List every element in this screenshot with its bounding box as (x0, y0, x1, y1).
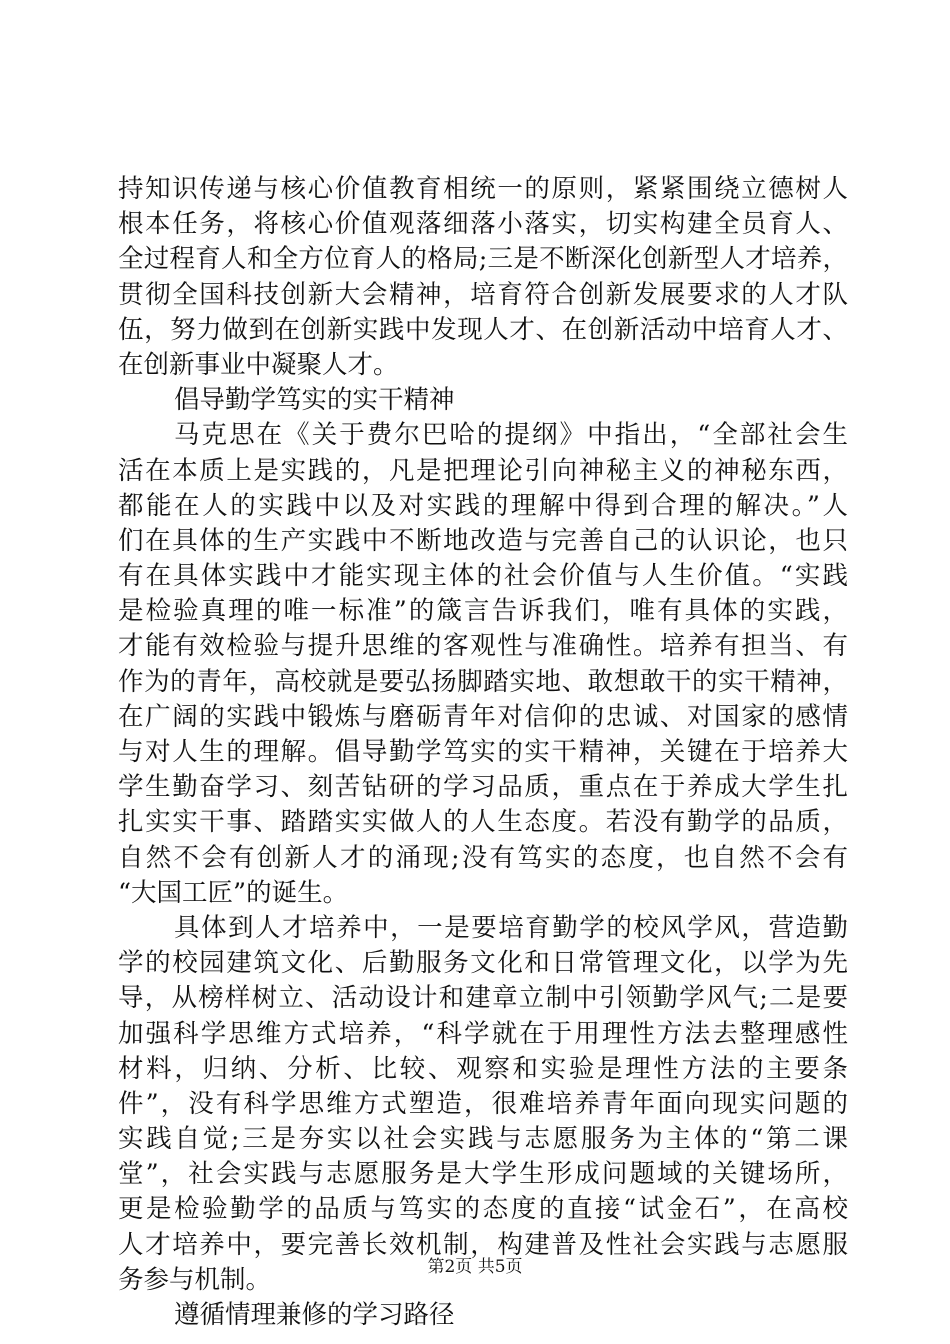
section-heading: 遵循情理兼修的学习路径 (174, 1300, 455, 1330)
text-line: 扎实实干事、踏踏实实做人的人生态度。若没有勤学的品质， (118, 807, 848, 838)
text-line: 学生勤奋学习、刻苦钻研的学习品质，重点在于养成大学生扎 (118, 772, 848, 803)
text-line: 是检验真理的唯一标准”的箴言告诉我们，唯有具体的实践， (118, 596, 848, 627)
text-line: 人才培养中，要完善长效机制，构建普及性社会实践与志愿服 (118, 1229, 848, 1260)
text-line: 件”，没有科学思维方式塑造，很难培养青年面向现实问题的 (118, 1088, 848, 1119)
text-line: 材料，归纳、分析、比较、观察和实验是理性方法的主要条 (118, 1053, 848, 1084)
document-body (118, 172, 848, 1333)
text-line: 具体到人才培养中，一是要培育勤学的校风学风，营造勤 (174, 912, 848, 943)
text-line: 加强科学思维方式培养，“科学就在于用理性方法去整理感性 (118, 1018, 848, 1049)
text-line: 堂”，社会实践与志愿服务是大学生形成问题域的关键场所， (118, 1159, 848, 1190)
text-line: 在广阔的实践中锻炼与磨砺青年对信仰的忠诚、对国家的感情 (118, 701, 848, 732)
text-line: 根本任务，将核心价值观落细落小落实，切实构建全员育人、 (118, 209, 848, 240)
text-line: 在创新事业中凝聚人才。 (118, 349, 399, 380)
text-line: 才能有效检验与提升思维的客观性与准确性。培养有担当、有 (118, 631, 848, 662)
text-line: 学的校园建筑文化、后勤服务文化和日常管理文化，以学为先 (118, 948, 848, 979)
text-line: 马克思在《关于费尔巴哈的提纲》中指出，“全部社会生 (174, 420, 848, 451)
text-line: 与对人生的理解。倡导勤学笃实的实干精神，关键在于培养大 (118, 737, 848, 767)
text-line: 作为的青年，高校就是要弘扬脚踏实地、敢想敢干的实干精神， (118, 666, 848, 697)
page-footer: 第2页 共5页 (427, 1257, 523, 1277)
text-line: 务参与机制。 (118, 1264, 272, 1295)
section-heading: 倡导勤学笃实的实干精神 (174, 385, 455, 416)
text-line: 活在本质上是实践的，凡是把理论引向神秘主义的神秘东西， (118, 455, 848, 486)
text-line: 伍，努力做到在创新实践中发现人才、在创新活动中培育人才、 (118, 314, 848, 345)
text-line: 们在具体的生产实践中不断地改造与完善自己的认识论，也只 (118, 525, 848, 556)
text-line: 持知识传递与核心价值教育相统一的原则，紧紧围绕立德树人 (118, 174, 848, 204)
text-line: 贯彻全国科技创新大会精神，培育符合创新发展要求的人才队 (118, 279, 848, 310)
text-line: 全过程育人和全方位育人的格局;三是不断深化创新型人才培养， (118, 244, 848, 275)
text-line: 有在具体实践中才能实现主体的社会价值与人生价值。“实践 (118, 561, 848, 592)
text-line: 更是检验勤学的品质与笃实的态度的直接“试金石”，在高校 (118, 1194, 848, 1225)
text-line: 导，从榜样树立、活动设计和建章立制中引领勤学风气;二是要 (118, 983, 848, 1014)
text-line: “大国工匠”的诞生。 (118, 877, 349, 908)
text-line: 实践自觉;三是夯实以社会实践与志愿服务为主体的“第二课 (118, 1124, 848, 1155)
text-line: 都能在人的实践中以及对实践的理解中得到合理的解决。”人 (118, 490, 848, 521)
text-line: 自然不会有创新人才的涌现;没有笃实的态度，也自然不会有 (118, 842, 848, 873)
